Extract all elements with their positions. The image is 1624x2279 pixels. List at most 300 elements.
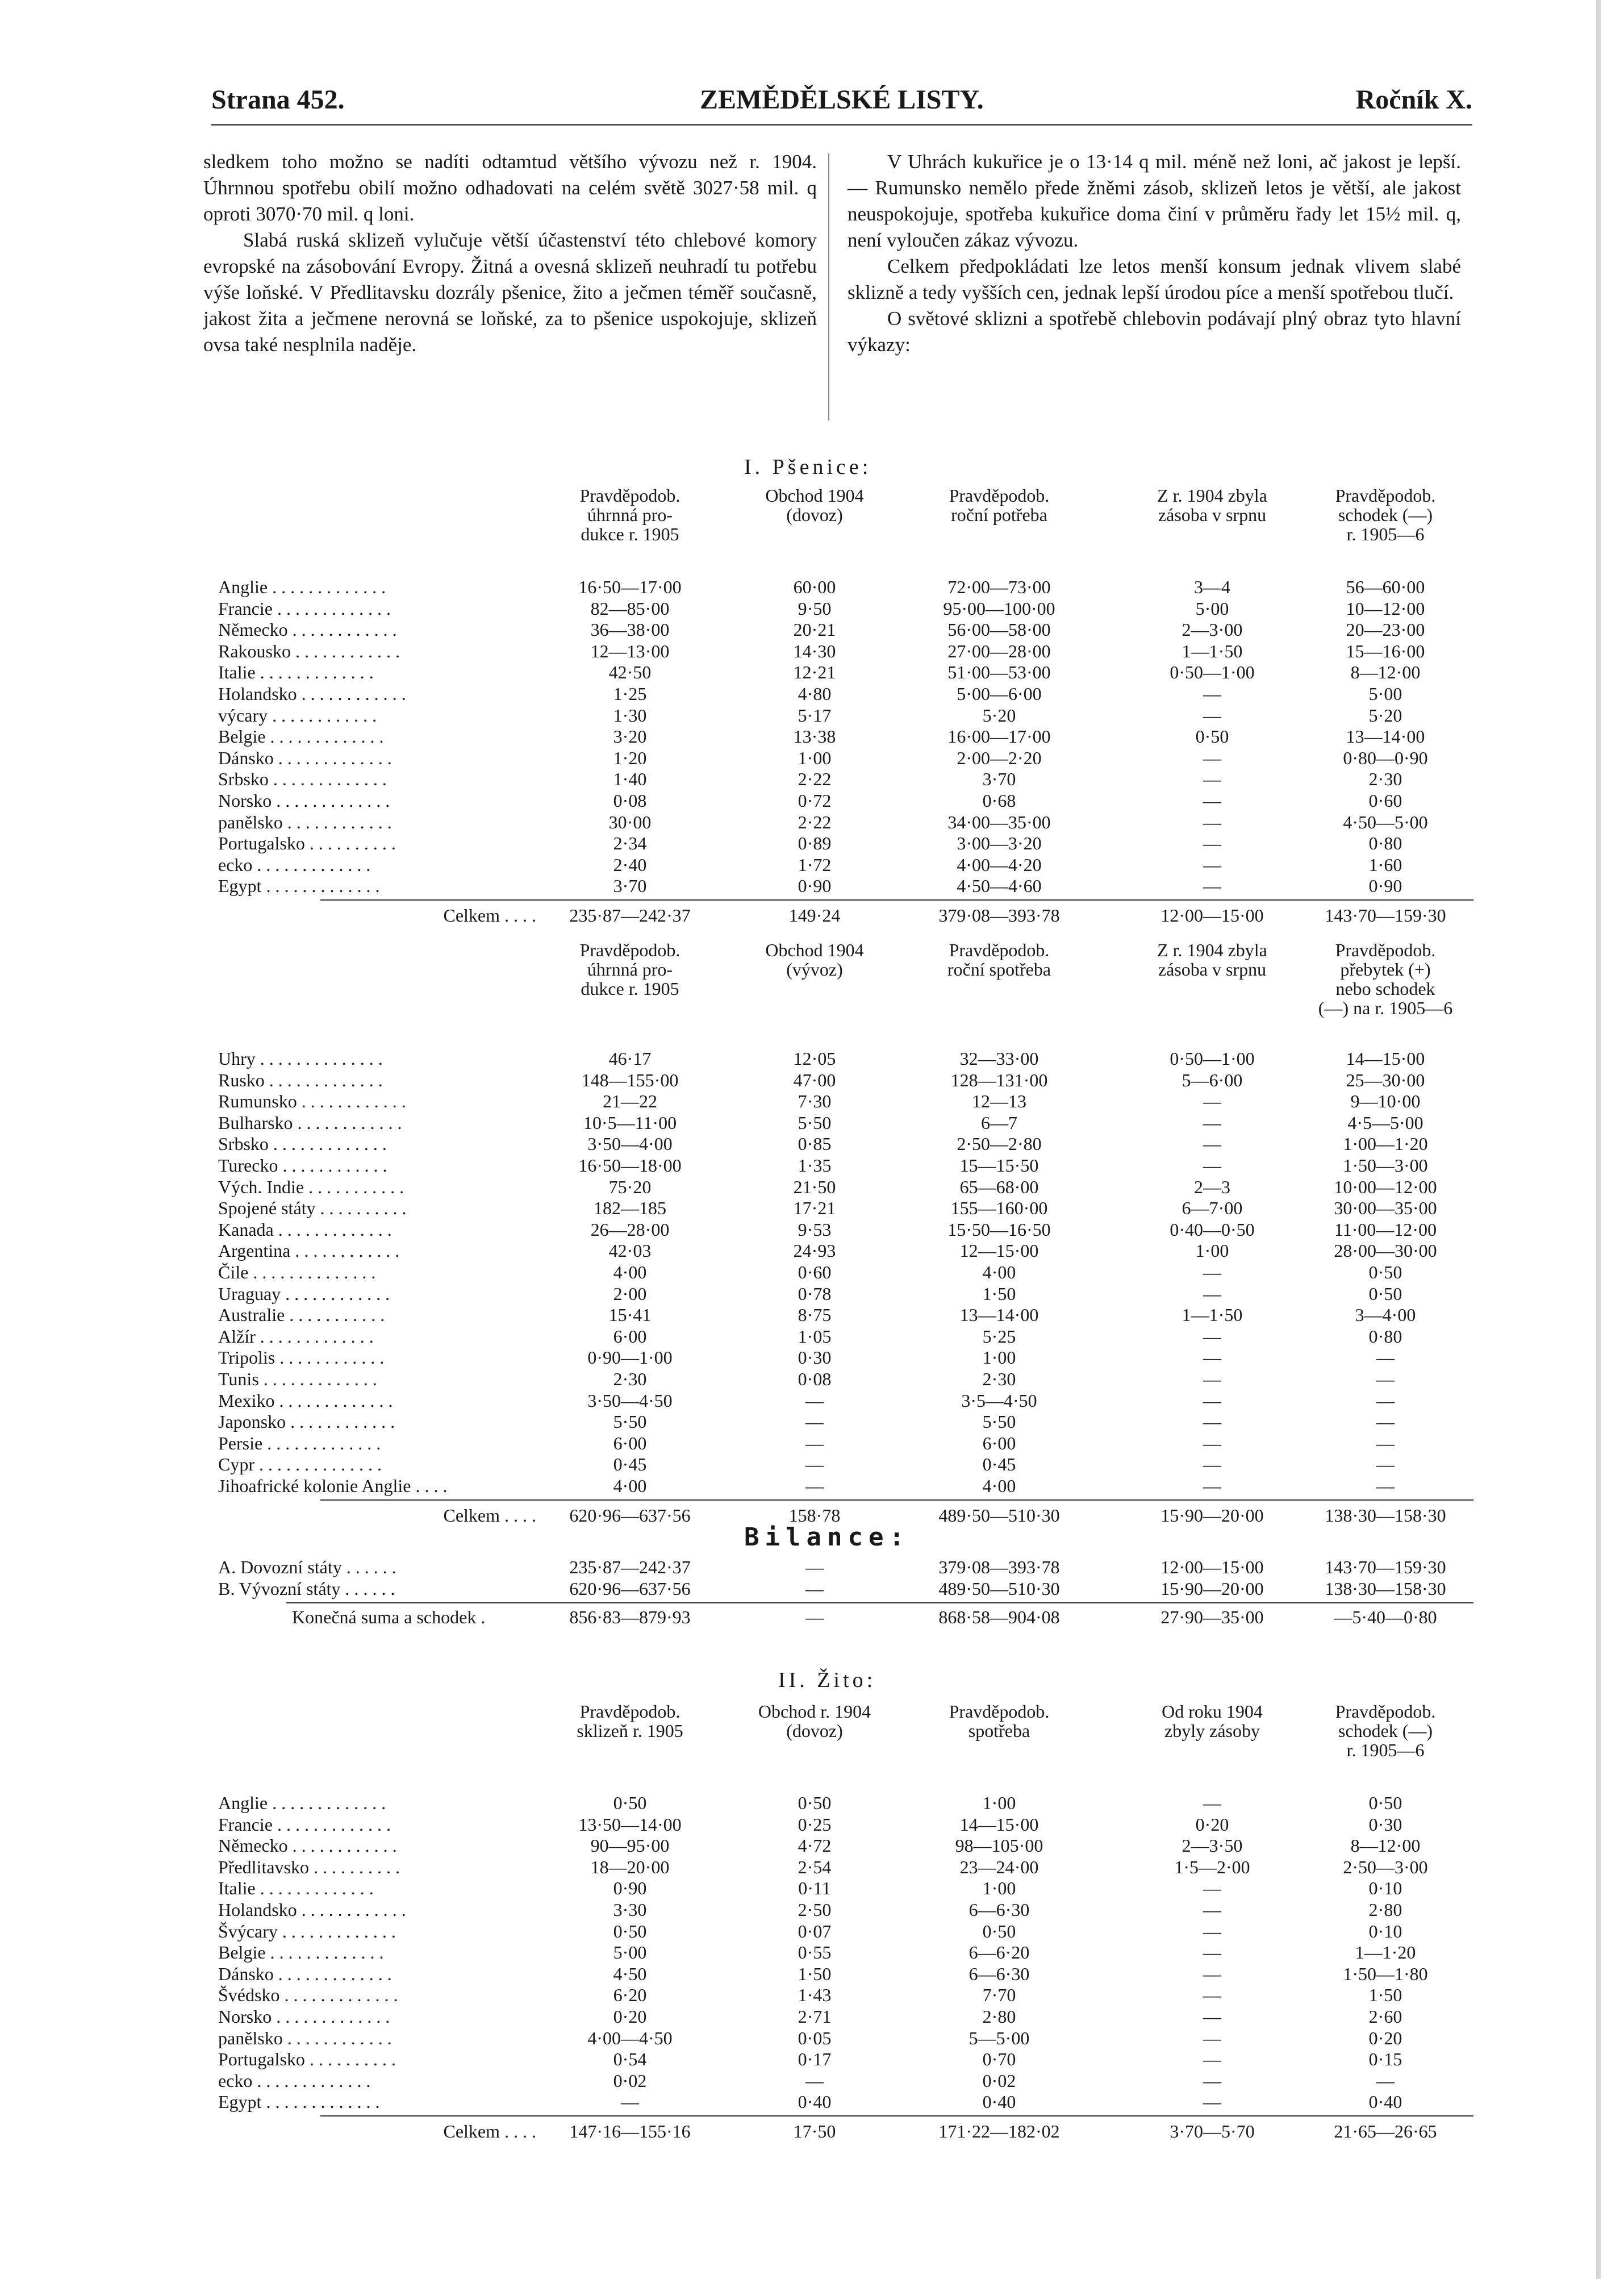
table-row xyxy=(218,684,1473,705)
total-cell: 149·24 xyxy=(788,905,841,926)
table-cell: 2·54 xyxy=(798,1856,832,1877)
total-cell: — xyxy=(805,1607,824,1627)
table-cell: 12—13·00 xyxy=(590,640,670,661)
table-cell: 0·45 xyxy=(982,1454,1016,1475)
row-label: Egypt . . . . . . . . . . . . . xyxy=(218,876,380,897)
table-cell: 1·5—2·00 xyxy=(1174,1856,1250,1877)
table-cell: — xyxy=(1203,1454,1221,1475)
table-cell: 0·50—1·00 xyxy=(1170,1048,1255,1069)
total-row xyxy=(218,2121,1473,2144)
table-cell: 51·00—53·00 xyxy=(947,662,1051,683)
table-cell: 6—6·20 xyxy=(968,1942,1030,1963)
table-cell: 0·17 xyxy=(798,2049,832,2070)
table-cell: 2·80 xyxy=(1368,1899,1402,1920)
table-cell: 2·50—2·80 xyxy=(957,1134,1042,1155)
table-cell: 0·54 xyxy=(613,2049,647,2070)
table-cell: 0·11 xyxy=(798,1878,831,1899)
total-cell: 27·90—35·00 xyxy=(1160,1607,1264,1627)
table-cell: 7·70 xyxy=(982,1985,1016,2006)
table-row xyxy=(218,1113,1473,1134)
table-cell: 15·50—16·50 xyxy=(947,1219,1051,1240)
paragraph: V Uhrách kukuřice je o 13·14 q mil. méně než loni, ač jakost je lepší. — Rumunsko nemělo přede žněmi zásob, sklizeň letos je větší, ale jakost neuspokojuje, spotřeba kukuřice doma činí v průměru řady let 15½ mil. q, není vyloučen zákaz vývozu. xyxy=(848,151,1461,251)
table-cell: 3—4 xyxy=(1194,577,1230,597)
table-cell: 3·50—4·50 xyxy=(587,1390,673,1411)
table-row xyxy=(218,1921,1473,1943)
total-rule xyxy=(286,1602,1473,1603)
column-header: Pravděpodob. roční spotřeba xyxy=(947,940,1051,980)
table-cell: 0·60 xyxy=(798,1262,832,1282)
table-cell: 10·5—11·00 xyxy=(583,1112,677,1133)
row-label: Čile . . . . . . . . . . . . . . xyxy=(218,1262,376,1282)
row-label: Uraguay . . . . . . . . . . . . xyxy=(218,1283,390,1304)
table-cell: — xyxy=(805,1432,824,1453)
journal-title: ZEMĚDĚLSKÉ LISTY. xyxy=(700,85,984,115)
table-cell: 489·50—510·30 xyxy=(938,1578,1060,1599)
page-number: Strana 452. xyxy=(211,85,345,115)
row-label: Belgie . . . . . . . . . . . . . xyxy=(218,1942,384,1963)
column-header: Pravděpodob. roční potřeba xyxy=(949,485,1050,525)
total-cell: 3·70—5·70 xyxy=(1170,2121,1255,2141)
total-rule xyxy=(320,899,1473,901)
table-cell: 17·21 xyxy=(793,1198,836,1219)
table-cell: 128—131·00 xyxy=(950,1069,1048,1090)
table-cell: 0·90 xyxy=(798,876,832,897)
table-row xyxy=(218,812,1473,834)
table-cell: 2·22 xyxy=(798,811,832,832)
page-header xyxy=(211,84,1472,124)
table-cell: 1·50—3·00 xyxy=(1343,1155,1428,1176)
table-row xyxy=(218,641,1473,663)
table-cell: 42·50 xyxy=(608,662,652,683)
table-cell: 23—24·00 xyxy=(959,1856,1039,1877)
table-cell: 138·30—158·30 xyxy=(1325,1578,1446,1599)
table-cell: 0·02 xyxy=(982,2070,1016,2091)
table-cell: — xyxy=(621,2091,639,2113)
table-cell: 3·70 xyxy=(982,769,1016,790)
table-cell: — xyxy=(805,1578,824,1599)
table-cell: 0·20 xyxy=(613,2006,647,2027)
table-cell: 1·43 xyxy=(798,1985,832,2006)
table-cell: 2·40 xyxy=(613,854,647,875)
row-label: Norsko . . . . . . . . . . . . . xyxy=(218,790,390,811)
table-cell: 28·00—30·00 xyxy=(1334,1240,1437,1261)
table-cell: 2·50 xyxy=(798,1899,832,1920)
table-row xyxy=(218,1985,1473,2006)
paragraph: O světové sklizni a spotřebě chlebovin podávají plný obraz tyto hlavní výkazy: xyxy=(848,307,1461,356)
table-cell: — xyxy=(1203,747,1221,768)
table-cell: 4·50 xyxy=(613,1963,647,1984)
table-cell: 379·08—393·78 xyxy=(938,1557,1060,1577)
table-cell: 2·30 xyxy=(1368,769,1402,790)
table-cell: 12·21 xyxy=(793,662,836,683)
table-cell: 13—14·00 xyxy=(959,1305,1039,1326)
table-cell: 34·00—35·00 xyxy=(947,811,1051,832)
table-cell: 5·17 xyxy=(798,705,832,726)
column-header: Pravděpodob. úhrnná pro- dukce r. 1905 xyxy=(579,485,681,544)
table-cell: 24·93 xyxy=(793,1240,836,1261)
column-header: Od roku 1904 zbyly zásoby xyxy=(1162,1701,1263,1741)
table-row xyxy=(218,1557,1473,1578)
row-label: ecko . . . . . . . . . . . . . xyxy=(218,2070,371,2091)
table-cell: 82—85·00 xyxy=(590,598,670,619)
table-cell: 2·50—3·00 xyxy=(1343,1856,1428,1877)
total-rule xyxy=(320,2115,1473,2116)
row-label: panělsko . . . . . . . . . . . . xyxy=(218,811,392,832)
table-cell: 4·00 xyxy=(613,1476,647,1496)
table-cell: — xyxy=(1203,1963,1221,1984)
table-cell: 0·08 xyxy=(613,790,647,811)
table-cell: — xyxy=(1376,1432,1395,1453)
row-label: Rakousko . . . . . . . . . . . . xyxy=(218,640,400,661)
row-label: Anglie . . . . . . . . . . . . . xyxy=(218,577,386,597)
total-label: Konečná suma a schodek . xyxy=(292,1607,486,1627)
total-cell: 379·08—393·78 xyxy=(938,905,1060,926)
table-cell: 6—7 xyxy=(981,1112,1017,1133)
table-cell: — xyxy=(1203,1390,1221,1411)
row-label: Francie . . . . . . . . . . . . . xyxy=(218,1814,391,1835)
table-cell: 4·50—5·00 xyxy=(1343,811,1428,832)
table-cell: 0·30 xyxy=(1368,1814,1402,1835)
table-row xyxy=(218,876,1473,897)
left-text-column xyxy=(203,149,817,358)
table-cell: 155—160·00 xyxy=(950,1198,1048,1219)
table-cell: — xyxy=(1203,1432,1221,1453)
paragraph: sledkem toho možno se nadíti odtamtud většího vývozu než r. 1904. Úhrnnou spotřebu obilí možno odhadovati na celém světě 3027·58 mil. q oproti 3070·70 mil. q loni. xyxy=(203,151,817,225)
table-cell: 26—28·00 xyxy=(590,1219,670,1240)
table-row xyxy=(218,1578,1473,1600)
table-cell: 1·60 xyxy=(1368,854,1402,875)
row-label: Švédsko . . . . . . . . . . . . . xyxy=(218,1985,398,2006)
total-label: Celkem . . . . xyxy=(443,1505,536,1526)
row-label: Srbsko . . . . . . . . . . . . . xyxy=(218,1134,387,1155)
table-cell: 0·50 xyxy=(1195,726,1229,747)
row-label: Italie . . . . . . . . . . . . . xyxy=(218,1878,374,1899)
table-cell: 5·00—6·00 xyxy=(957,684,1042,704)
table-row xyxy=(218,1964,1473,1985)
table-cell: — xyxy=(1203,854,1221,875)
table-cell: 5·50 xyxy=(613,1411,647,1432)
table-cell: — xyxy=(1203,684,1221,704)
table-cell: 0·50 xyxy=(1368,1793,1402,1813)
right-text-column xyxy=(848,149,1461,358)
table-cell: 1—1·50 xyxy=(1182,640,1243,661)
total-label: Celkem . . . . xyxy=(443,905,536,926)
column-header: Pravděpodob. schodek (—) r. 1905—6 xyxy=(1335,485,1436,544)
row-label: Cypr . . . . . . . . . . . . . . xyxy=(218,1454,382,1475)
table-cell: 6·00 xyxy=(982,1432,1016,1453)
table-cell: 0·89 xyxy=(798,833,832,854)
table-cell: — xyxy=(1203,1262,1221,1282)
table-cell: 98—105·00 xyxy=(955,1835,1043,1856)
table-cell: — xyxy=(1203,1878,1221,1899)
table-cell: 2·34 xyxy=(613,833,647,854)
table-cell: 0·80 xyxy=(1368,833,1402,854)
table-cell: 5·20 xyxy=(1368,705,1402,726)
table-cell: 4·5—5·00 xyxy=(1347,1112,1423,1133)
column-header: Pravděpodob. přebytek (+) nebo schodek (—) na r. 1905—6 xyxy=(1318,940,1453,1018)
table-cell: — xyxy=(1203,1112,1221,1133)
table-cell: 10·00—12·00 xyxy=(1334,1176,1437,1197)
table-cell: 5—6·00 xyxy=(1182,1069,1243,1090)
table-row xyxy=(218,705,1473,727)
total-cell: 17·50 xyxy=(793,2121,836,2141)
row-label: Kanada . . . . . . . . . . . . . xyxy=(218,1219,392,1240)
table-cell: 16·50—17·00 xyxy=(578,577,682,597)
row-label: Vých. Indie . . . . . . . . . . . xyxy=(218,1176,404,1197)
table-cell: 0·30 xyxy=(798,1347,832,1368)
table-cell: 6·00 xyxy=(613,1326,647,1347)
table-cell: 2—3 xyxy=(1194,1176,1230,1197)
table-cell: 0·20 xyxy=(1368,2027,1402,2048)
table-row xyxy=(218,1262,1473,1284)
table-cell: 32—33·00 xyxy=(959,1048,1039,1069)
row-label: Turecko . . . . . . . . . . . . xyxy=(218,1155,387,1176)
table-cell: 2·30 xyxy=(982,1369,1016,1389)
row-label: Holandsko . . . . . . . . . . . . xyxy=(218,1899,406,1920)
column-divider xyxy=(828,153,829,420)
table-cell: 2·80 xyxy=(982,2006,1016,2027)
table-cell: 0·02 xyxy=(613,2070,647,2091)
table-row xyxy=(218,855,1473,876)
table-cell: — xyxy=(1203,1942,1221,1963)
table-cell: — xyxy=(1203,2049,1221,2070)
table-cell: — xyxy=(1203,876,1221,897)
table-row xyxy=(218,1835,1473,1857)
table-cell: 1·00 xyxy=(798,747,832,768)
table-cell: 0·15 xyxy=(1368,2049,1402,2070)
row-label: ecko . . . . . . . . . . . . . xyxy=(218,854,371,875)
table-row xyxy=(218,790,1473,812)
balance-table xyxy=(218,1557,1473,1642)
table-row xyxy=(218,1942,1473,1964)
table-cell: 1·00 xyxy=(982,1347,1016,1368)
row-label: Anglie . . . . . . . . . . . . . xyxy=(218,1793,386,1813)
table-cell: 13—14·00 xyxy=(1346,726,1425,747)
table-cell: — xyxy=(1203,2027,1221,2048)
table-cell: 8—12·00 xyxy=(1350,662,1421,683)
total-cell: 15·90—20·00 xyxy=(1160,1505,1264,1526)
table-cell: 2·00 xyxy=(613,1283,647,1304)
table-cell: 0·20 xyxy=(1195,1814,1229,1835)
table-cell: 6—6·30 xyxy=(968,1899,1030,1920)
table-cell: 18—20·00 xyxy=(590,1856,670,1877)
table-cell: 0·60 xyxy=(1368,790,1402,811)
table-cell: 0·90—1·00 xyxy=(587,1347,673,1368)
row-label: Dánsko . . . . . . . . . . . . . xyxy=(218,1963,392,1984)
table-cell: — xyxy=(1203,1155,1221,1176)
table-row xyxy=(218,1390,1473,1412)
table-cell: 0·07 xyxy=(798,1920,832,1941)
table-cell: — xyxy=(1376,1347,1395,1368)
table-cell: 5·25 xyxy=(982,1326,1016,1347)
table-cell: — xyxy=(1203,705,1221,726)
table-cell: — xyxy=(1203,1793,1221,1813)
table-cell: 5·50 xyxy=(982,1411,1016,1432)
table-cell: 15—15·50 xyxy=(959,1155,1039,1176)
paragraph: Celkem předpokládati lze letos menší konsum jednak vlivem slabé sklizně a tedy vyšších cen, jednak lepší úrodou píce a menší spotřebou tlučí. xyxy=(848,255,1461,303)
row-label: Srbsko . . . . . . . . . . . . . xyxy=(218,769,387,790)
table-row xyxy=(218,2006,1473,2028)
table-cell: 12·00—15·00 xyxy=(1160,1557,1264,1577)
table-row xyxy=(218,833,1473,855)
table-cell: 15·41 xyxy=(608,1305,652,1326)
row-label: Portugalsko . . . . . . . . . . xyxy=(218,2049,396,2070)
table-row xyxy=(218,1857,1473,1878)
table-cell: 0·50 xyxy=(982,1920,1016,1941)
table-cell: 2·30 xyxy=(613,1369,647,1389)
table-cell: — xyxy=(1203,1411,1221,1432)
table-cell: 1·35 xyxy=(798,1155,832,1176)
row-label: Spojené státy . . . . . . . . . . xyxy=(218,1198,407,1219)
paragraph: Slabá ruská sklizeň vylučuje větší účastenství této chlebové komory evropské na zásobování Evropy. Žitná a ovesná sklizeň neuhradí tu potřebu výše loňské. V Předlitavsku dozrály pšenice, žito a ječmen téměř současně, jakost žita a ječmene nerovná se loňské, za to pšenice uspokojuje, sklizeň ovsa také nesplnila naděje. xyxy=(203,229,817,356)
table-cell: 12—15·00 xyxy=(959,1240,1039,1261)
table-cell: — xyxy=(1203,790,1221,811)
table-cell: — xyxy=(1203,1985,1221,2006)
row-label: Německo . . . . . . . . . . . . xyxy=(218,1835,397,1856)
table-cell: 56—60·00 xyxy=(1346,577,1425,597)
table-cell: 21·50 xyxy=(793,1176,836,1197)
table-cell: 13·50—14·00 xyxy=(578,1814,682,1835)
volume-number: Ročník X. xyxy=(1355,85,1472,115)
table-cell: 21—22 xyxy=(603,1091,657,1112)
table-cell: — xyxy=(1376,1390,1395,1411)
page-edge xyxy=(1596,0,1601,2279)
balance-title: Bilance: xyxy=(744,1523,910,1552)
table-cell: — xyxy=(1376,2070,1395,2091)
total-row xyxy=(218,905,1473,928)
section-title-rye: II. Žito: xyxy=(778,1668,876,1692)
table-row xyxy=(218,726,1473,748)
table-cell: 30·00 xyxy=(608,811,652,832)
table-cell: 60·00 xyxy=(793,577,836,597)
table-cell: — xyxy=(1203,833,1221,854)
total-cell: 12·00—15·00 xyxy=(1160,905,1264,926)
row-label: Předlitavsko . . . . . . . . . . xyxy=(218,1856,400,1877)
table-cell: 4·50—4·60 xyxy=(957,876,1042,897)
table-row xyxy=(218,1899,1473,1921)
row-label: Německo . . . . . . . . . . . . xyxy=(218,619,397,640)
table-row xyxy=(218,1091,1473,1113)
table-cell: 0·85 xyxy=(798,1134,832,1155)
total-cell: 158·78 xyxy=(788,1505,841,1526)
total-cell: 171·22—182·02 xyxy=(938,2121,1060,2141)
table-cell: 2—3·50 xyxy=(1182,1835,1243,1856)
row-label: Alžír . . . . . . . . . . . . . xyxy=(218,1326,374,1347)
table-cell: — xyxy=(805,1411,824,1432)
table-cell: 9·53 xyxy=(798,1219,832,1240)
table-cell: 30·00—35·00 xyxy=(1334,1198,1437,1219)
table-cell: 1·25 xyxy=(613,684,647,704)
table-cell: 27·00—28·00 xyxy=(947,640,1051,661)
table-cell: 14—15·00 xyxy=(959,1814,1039,1835)
table-cell: 1·72 xyxy=(798,854,832,875)
table-cell: 4·00 xyxy=(982,1476,1016,1496)
table-cell: 7·30 xyxy=(798,1091,832,1112)
table-row xyxy=(218,1793,1473,1814)
table-cell: 14·30 xyxy=(793,640,836,661)
table-cell: 15·90—20·00 xyxy=(1160,1578,1264,1599)
table-cell: 2·71 xyxy=(798,2006,832,2027)
table-cell: 11·00—12·00 xyxy=(1334,1219,1437,1240)
table-cell: 3·70 xyxy=(613,876,647,897)
table-cell: 4·00—4·20 xyxy=(957,854,1042,875)
table-cell: 1·20 xyxy=(613,747,647,768)
table-row xyxy=(218,1369,1473,1390)
table-cell: 0·72 xyxy=(798,790,832,811)
table-cell: 0·25 xyxy=(798,1814,832,1835)
table-cell: 0·50 xyxy=(1368,1283,1402,1304)
table-cell: — xyxy=(805,1557,824,1577)
total-cell: —5·40—0·80 xyxy=(1334,1607,1437,1627)
table-cell: 16·00—17·00 xyxy=(947,726,1051,747)
row-label: panělsko . . . . . . . . . . . . xyxy=(218,2027,392,2048)
table-cell: 3·30 xyxy=(613,1899,647,1920)
table-cell: — xyxy=(805,1476,824,1496)
table-row xyxy=(218,577,1473,598)
table-cell: 0·50 xyxy=(613,1793,647,1813)
total-label: Celkem . . . . xyxy=(443,2121,536,2141)
column-header: Obchod r. 1904 (dovoz) xyxy=(758,1701,871,1741)
table-cell: 0·08 xyxy=(798,1369,832,1389)
column-header: Z r. 1904 zbyla zásoba v srpnu xyxy=(1157,940,1267,980)
table-cell: — xyxy=(1376,1454,1395,1475)
table-cell: 0·40—0·50 xyxy=(1170,1219,1255,1240)
table-cell: — xyxy=(1203,2070,1221,2091)
table-row xyxy=(218,1134,1473,1155)
table-cell: 42·03 xyxy=(608,1240,652,1261)
table-cell: 0·90 xyxy=(613,1878,647,1899)
table-cell: 0·90 xyxy=(1368,876,1402,897)
table-row xyxy=(218,1219,1473,1241)
row-label: Rumunsko . . . . . . . . . . . . xyxy=(218,1091,406,1112)
table-cell: 0·05 xyxy=(798,2027,832,2048)
table-cell: — xyxy=(1203,1283,1221,1304)
table-cell: 75·20 xyxy=(608,1176,652,1197)
row-label: Argentina . . . . . . . . . . . . xyxy=(218,1240,400,1261)
table-cell: 143·70—159·30 xyxy=(1325,1557,1446,1577)
total-cell: 868·58—904·08 xyxy=(938,1607,1060,1627)
table-cell: 0·68 xyxy=(982,790,1016,811)
table-cell: 1·00 xyxy=(1195,1240,1229,1261)
table-cell: 1·40 xyxy=(613,769,647,790)
row-label: Rusko . . . . . . . . . . . . . xyxy=(218,1069,383,1090)
table-row xyxy=(218,1476,1473,1497)
table-cell: — xyxy=(1376,1476,1395,1496)
table-row xyxy=(218,2091,1473,2113)
table-row xyxy=(218,1347,1473,1369)
table-cell: 1·50 xyxy=(982,1283,1016,1304)
table-cell: 12·05 xyxy=(793,1048,836,1069)
row-label: Švýcary . . . . . . . . . . . . . xyxy=(218,1920,396,1941)
table-cell: 6—7·00 xyxy=(1182,1198,1243,1219)
table-cell: 0·78 xyxy=(798,1283,832,1304)
table-cell: — xyxy=(1203,2006,1221,2027)
table-cell: 1·00 xyxy=(982,1793,1016,1813)
table-row xyxy=(218,769,1473,790)
row-label: výcary . . . . . . . . . . . . xyxy=(218,705,377,726)
table-cell: 65—68·00 xyxy=(959,1176,1039,1197)
table-cell: 6·20 xyxy=(613,1985,647,2006)
total-row xyxy=(218,1607,1473,1630)
table-row xyxy=(218,1454,1473,1476)
table-cell: 47·00 xyxy=(793,1069,836,1090)
table-cell: 95·00—100·00 xyxy=(943,598,1055,619)
table-cell: 10—12·00 xyxy=(1346,598,1425,619)
row-label: Tunis . . . . . . . . . . . . . xyxy=(218,1369,377,1389)
column-header: Z r. 1904 zbyla zásoba v srpnu xyxy=(1157,485,1267,525)
table-cell: 1·50 xyxy=(1368,1985,1402,2006)
table-cell: 0·50 xyxy=(1368,1262,1402,1282)
